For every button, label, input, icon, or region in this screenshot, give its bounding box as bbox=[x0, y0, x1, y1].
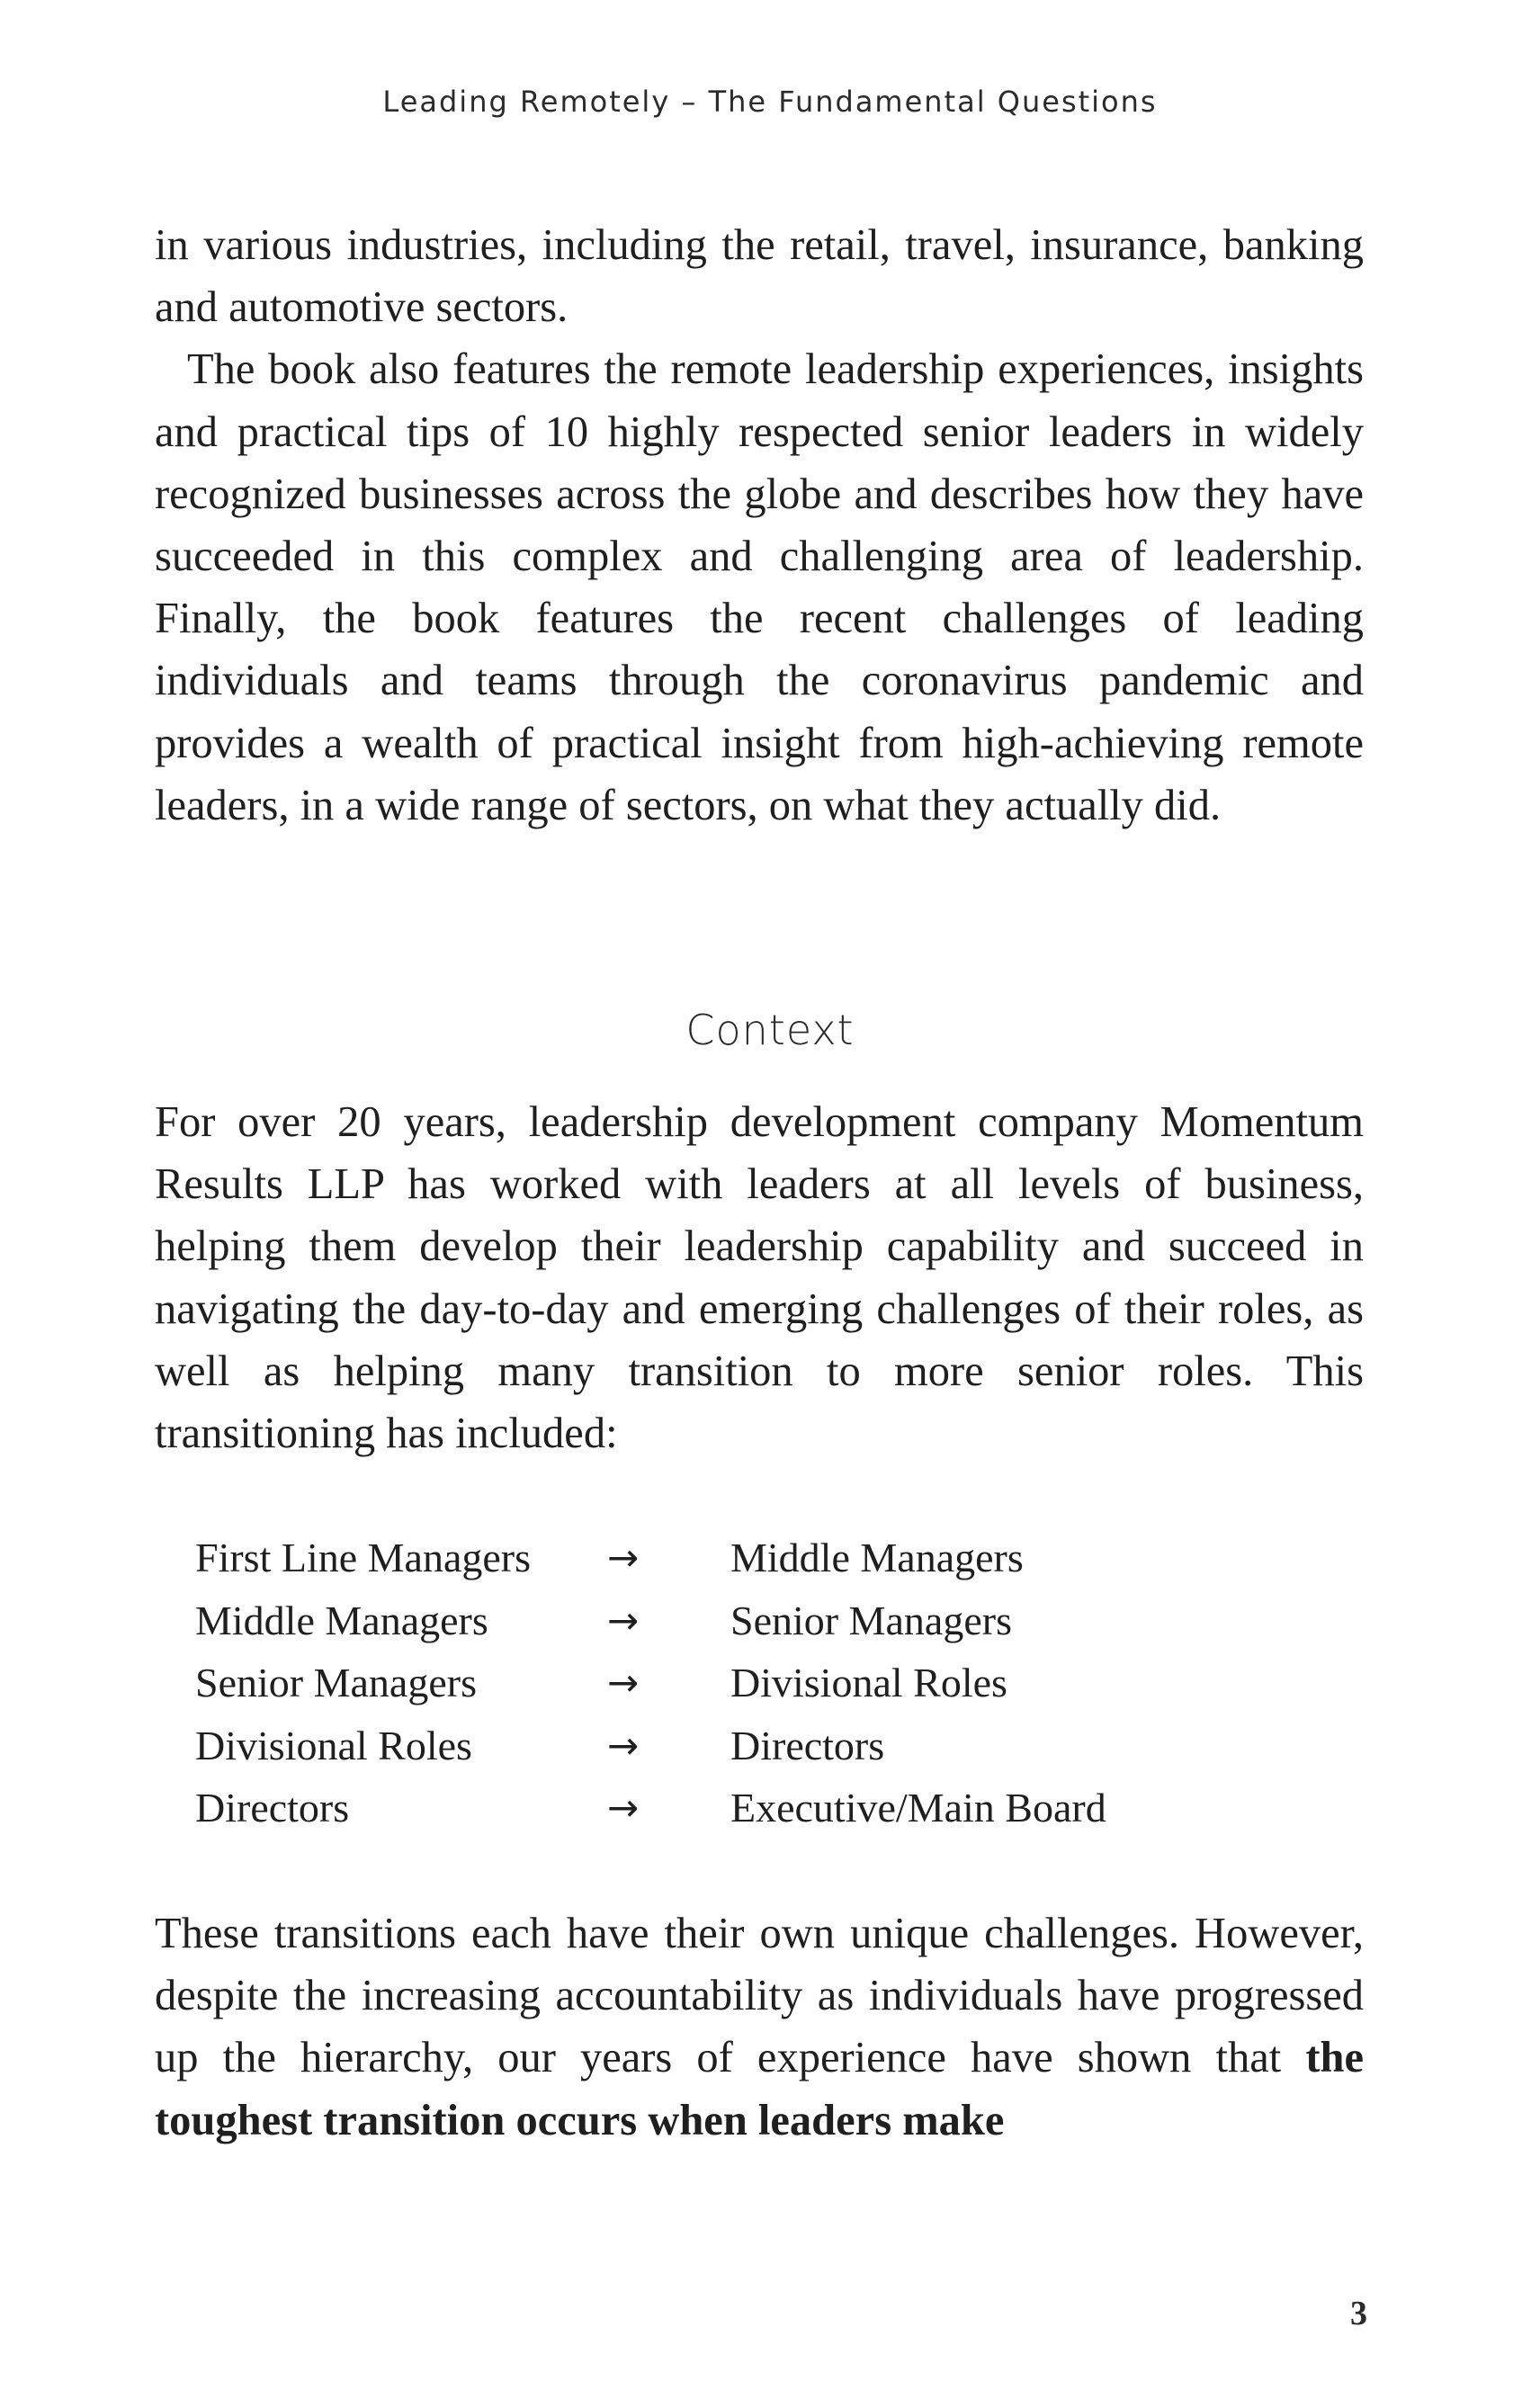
transition-to: Divisional Roles bbox=[730, 1660, 1007, 1705]
intro-paragraph-1: in various industries, including the retail, travel, insurance, banking and automotive sectors. bbox=[155, 221, 1364, 332]
transition-from: Directors bbox=[195, 1785, 350, 1831]
arrow-right-icon: → bbox=[607, 1598, 640, 1643]
page-number: 3 bbox=[1350, 2295, 1367, 2332]
arrow-right-icon: → bbox=[607, 1535, 640, 1580]
transition-row bbox=[195, 1526, 1185, 1589]
arrow-right-icon: → bbox=[607, 1786, 640, 1830]
transition-to: Executive/Main Board bbox=[730, 1785, 1106, 1831]
transition-from: Senior Managers bbox=[195, 1660, 477, 1705]
transition-from: Middle Managers bbox=[195, 1597, 488, 1643]
context-paragraph-2 bbox=[155, 1902, 1364, 2152]
transition-row bbox=[195, 1777, 1185, 1840]
arrow-right-icon: → bbox=[607, 1723, 640, 1768]
transition-from: Divisional Roles bbox=[195, 1722, 472, 1768]
emphasis-text: the toughest transition occurs when leaders make bbox=[155, 2034, 1364, 2144]
transition-to: Directors bbox=[730, 1722, 885, 1768]
intro-paragraph-2: The book also features the remote leadership experiences, insights and practical tips of 10 highly respected senior leaders in widely recognized businesses across the globe and describes how they have succeeded in this complex and challenging area of leadership. Finally, the book features the recent challenges of leading individuals and teams through the coronavirus pandemic and provides a wealth of practical insight from high-achieving remote leaders, in a wide range of sectors, on what they actually did. bbox=[155, 345, 1364, 829]
transition-to: Senior Managers bbox=[730, 1597, 1012, 1643]
context-paragraph-1: For over 20 years, leadership development company Momentum Results LLP has worked with leaders at all levels of business, helping them develop their leadership capability and succeed in navigating the day-to-day and emerging challenges of their roles, as well as helping many transition to more senior roles. This transitioning has included: bbox=[155, 1098, 1364, 1458]
arrow-right-icon: → bbox=[607, 1661, 640, 1705]
paragraph-text: These transitions each have their own unique challenges. However, despite the increasing accountability as individuals have progressed up the hierarchy, our years of experience have shown that bbox=[155, 1910, 1364, 2082]
transition-row bbox=[195, 1714, 1185, 1777]
section-heading-context: Context bbox=[685, 1006, 855, 1054]
transition-from: First Line Managers bbox=[195, 1535, 532, 1580]
transition-list bbox=[195, 1526, 1185, 1840]
running-header: Leading Remotely – The Fundamental Questions bbox=[382, 85, 1158, 119]
transition-to: Middle Managers bbox=[730, 1535, 1024, 1580]
intro-section bbox=[155, 214, 1364, 837]
transition-row bbox=[195, 1589, 1185, 1652]
transition-row bbox=[195, 1652, 1185, 1714]
